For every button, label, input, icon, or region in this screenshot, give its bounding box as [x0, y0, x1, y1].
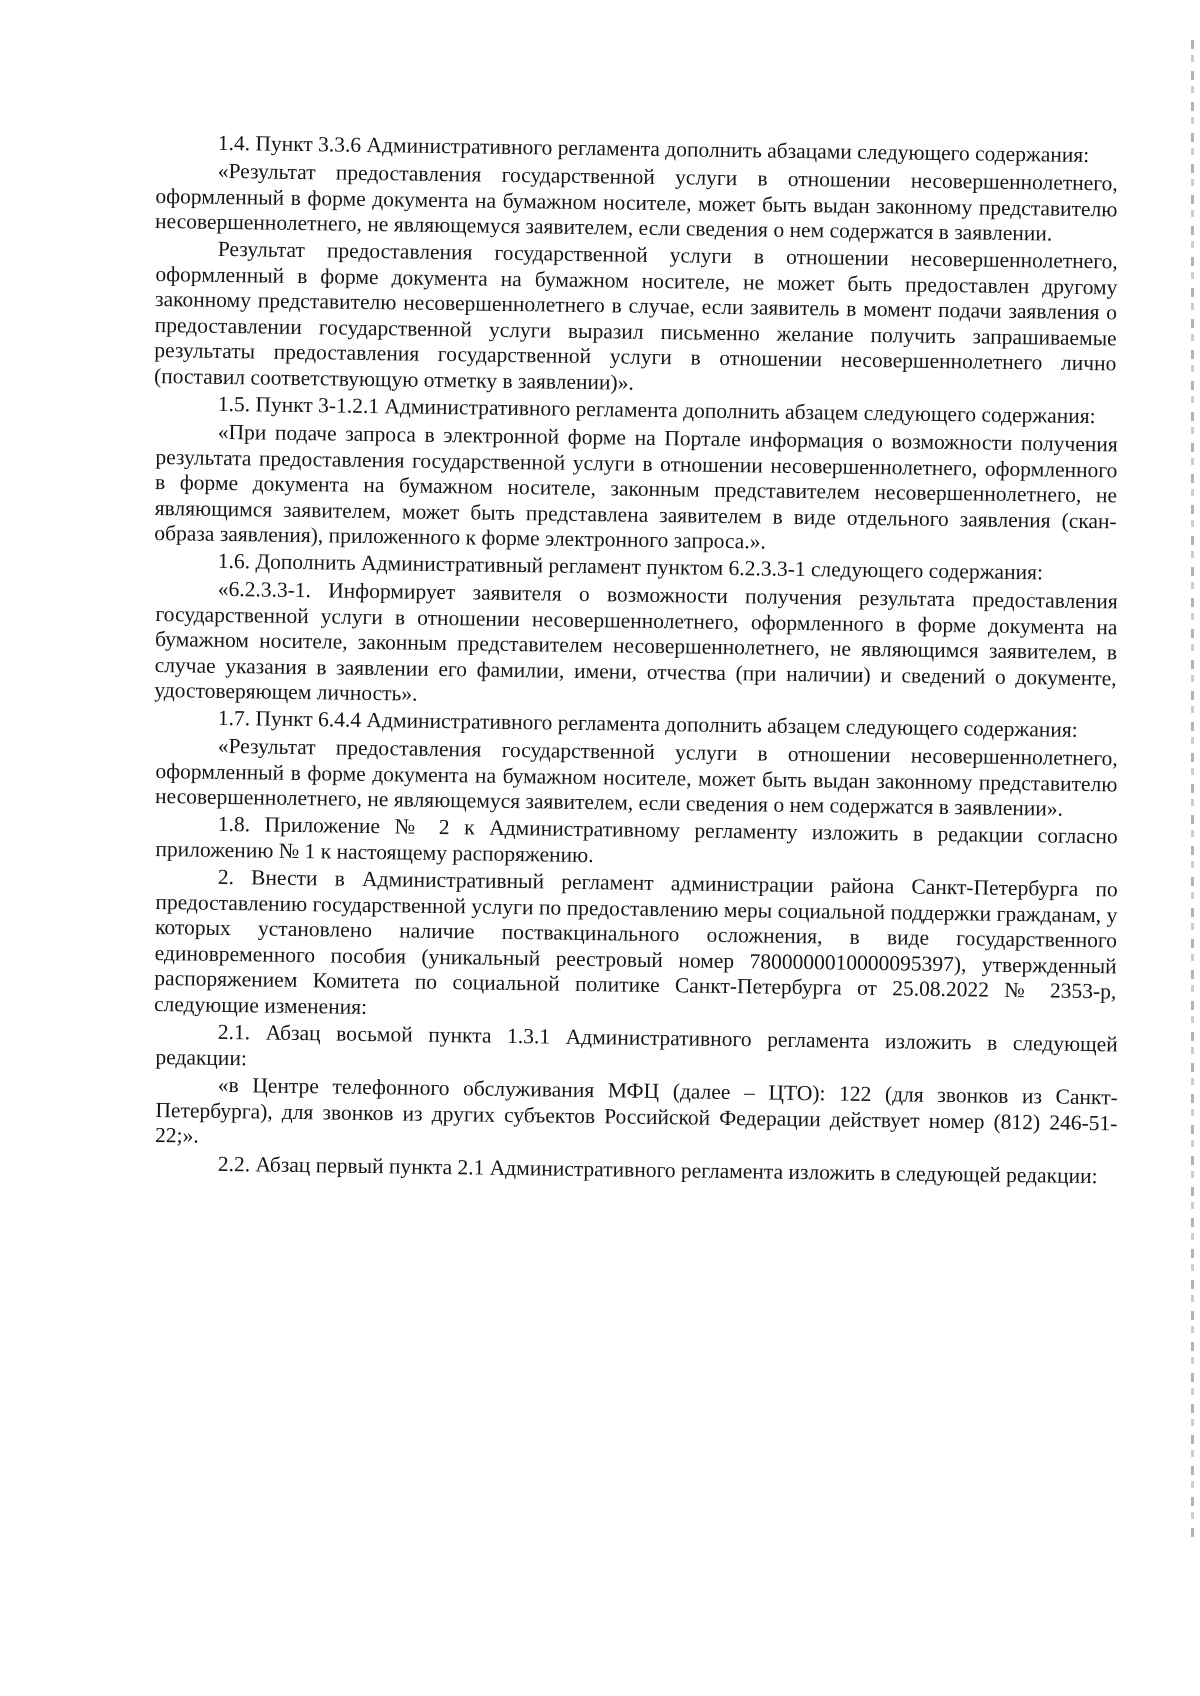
clause-1-4-quote-1: «Результат предоставления государственной услуги в отношении несовершеннолетнего, оформленный в форме документа на бумажном носителе, может быть выдан законному представителю несовершеннолетнего, не являющемуся заявителем, если сведения о нем содержатся в заявлении.: [154, 158, 1118, 246]
clause-2-2-heading: 2.2. Абзац первый пункта 2.1 Административного регламента изложить в следующей редакции:: [217, 1151, 1098, 1188]
clause-1-7-quote: «Результат предоставления государственной услуги в отношении несовершеннолетнего, оформленный в форме документа на бумажном носителе, может быть выдан законному представителю несовершеннолетнего, не являющемуся заявителем, если сведения о нем содержатся в заявлении».: [154, 733, 1118, 821]
clause-1-6-heading: 1.6. Дополнить Административный регламент пунктом 6.2.3.3-1 следующего содержания:: [217, 548, 1044, 585]
clause-1-5-heading: 1.5. Пункт 3-1.2.1 Административного регламента дополнить абзацем следующего содержания:: [217, 391, 1096, 429]
clause-1-8: 1.8. Приложение № 2 к Административному регламенту изложить в редакции согласно приложению № 1 к настоящему распоряжению.: [155, 811, 1118, 867]
clause-1-4-quote-2: Результат предоставления государственной услуги в отношении несовершеннолетнего, оформленный в форме документа на бумажном носителе, не может быть предоставлен другому законному представителю несовершеннолетнего в случае, если заявитель в момент подачи заявления о предоставлении государственной услуги выразил письменно желание получить запрашиваемые результаты предоставления государственной услуги в отношении несовершеннолетнего лично (поставил соответствующую отметку в заявлении)».: [153, 236, 1118, 395]
clause-2-1-heading: 2.1. Абзац восьмой пункта 1.3.1 Административного регламента изложить в следующей редакции:: [155, 1019, 1118, 1070]
clause-1-7-heading: 1.7. Пункт 6.4.4 Административного регламента дополнить абзацем следующего содержания:: [217, 705, 1078, 742]
clause-2: 2. Внести в Административный регламент администрации района Санкт-Петербурга по предоставлению государственной услуги по предоставлению меры социальной поддержки гражданам, у которых установлено наличие поствакцинального осложнения, в виде государственного единовременного пособия (уникальный реестровый номер 7800000010000095397), утвержденный распоряжением Комитета по социальной политике Санкт-Петербурга от 25.08.2022 № 2353-р, следующие изменения:: [153, 864, 1118, 1019]
clause-1-6-quote: «6.2.3.3-1. Информирует заявителя о возможности получения результата предоставления государственной услуги в отношении несовершеннолетнего, оформленного в форме документа на бумажном носителе, законным представителем несовершеннолетнего, не являющимся заявителем, в случае указания в заявлении его фамилии, имени, отчества (при наличии) и сведений о документе, удостоверяющем личность».: [154, 576, 1118, 706]
clause-2-1-quote: «в Центре телефонного обслуживания МФЦ (далее – ЦТО): 122 (для звонков из Санкт-Петербурга), для звонков из других субъектов Российской Федерации действует номер (812) 246-51-22;».: [154, 1072, 1118, 1148]
clause-1-4-heading: 1.4. Пункт 3.3.6 Административного регламента дополнить абзацами следующего содержания:: [217, 130, 1090, 168]
clause-1-5-quote: «При подаче запроса в электронной форме на Портале информация о возможности получения результата предоставления государственной услуги в отношении несовершеннолетнего, оформленного в форме документа на бумажном носителе, законным представителем несовершеннолетнего, не являющимся заявителем, может быть представлена заявителем в виде отдельного заявления (скан-образа заявления), приложенного к форме электронного запроса.».: [154, 419, 1118, 554]
document-body: [153, 130, 1118, 1188]
scan-edge-artifact: [1191, 40, 1194, 1540]
